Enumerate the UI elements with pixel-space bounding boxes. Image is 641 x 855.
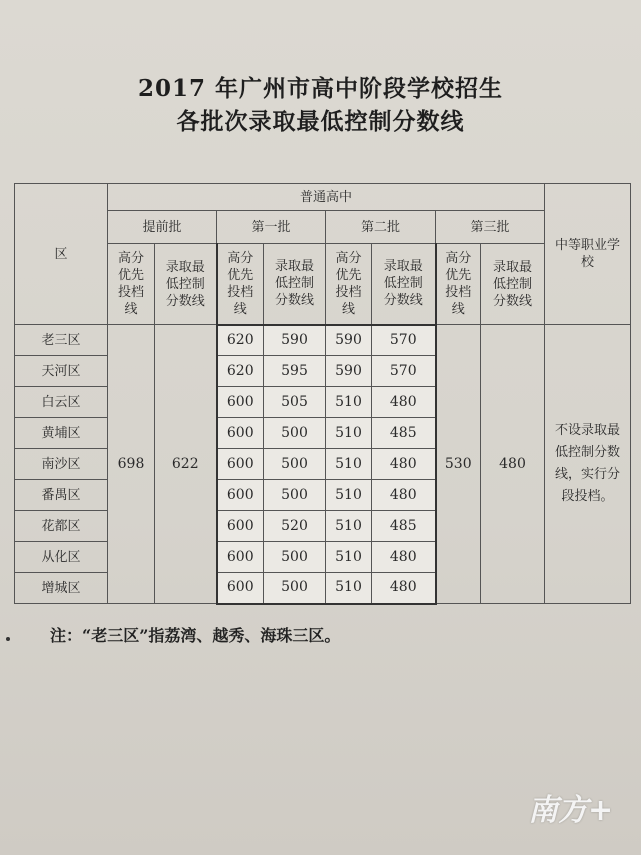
b2-priority-value: 510: [326, 542, 372, 573]
b2-priority-header: 高分优先投档线: [326, 244, 372, 325]
watermark-logo: 南方+: [528, 793, 614, 828]
b1-priority-value: 600: [217, 573, 264, 604]
b2-priority-value: 510: [326, 418, 372, 449]
general-high-header: 普通高中: [108, 184, 545, 211]
b1-priority-value: 600: [217, 480, 264, 511]
page-subtitle: 各批次录取最低控制分数线: [176, 108, 465, 135]
b2-min-value: 480: [372, 480, 436, 511]
early-priority-header: 高分优先投档线: [108, 244, 155, 325]
page-title: 2017 年广州市高中阶段学校招生: [137, 75, 504, 102]
footnote: 注：“老三区”指荔湾、越秀、海珠三区。: [50, 626, 341, 645]
table-row: [15, 325, 631, 356]
b2-priority-value: 510: [326, 573, 372, 604]
b2-priority-value: 510: [326, 480, 372, 511]
b2-priority-value: 590: [326, 325, 372, 356]
district-header: 区: [15, 184, 108, 325]
b2-min-value: 485: [372, 511, 436, 542]
b3-priority-header: 高分优先投档线: [436, 244, 481, 325]
district-cell: 花都区: [15, 511, 108, 542]
b2-min-value: 570: [372, 356, 436, 387]
b2-min-value: 480: [372, 387, 436, 418]
b1-min-value: 500: [264, 449, 326, 480]
district-cell: 老三区: [15, 325, 108, 356]
b1-priority-value: 600: [217, 387, 264, 418]
b1-min-value: 500: [264, 418, 326, 449]
b2-priority-value: 510: [326, 449, 372, 480]
b1-priority-value: 620: [217, 325, 264, 356]
batch1-header: 第一批: [217, 211, 326, 244]
district-cell: 番禺区: [15, 480, 108, 511]
b2-min-value: 570: [372, 325, 436, 356]
b2-min-header: 录取最低控制分数线: [372, 244, 436, 325]
b1-min-value: 500: [264, 480, 326, 511]
score-table: [14, 183, 631, 605]
b1-priority-header: 高分优先投档线: [217, 244, 264, 325]
b1-min-value: 505: [264, 387, 326, 418]
early-batch-header: 提前批: [108, 211, 217, 244]
b1-priority-value: 620: [217, 356, 264, 387]
district-cell: 黄埔区: [15, 418, 108, 449]
district-cell: 从化区: [15, 542, 108, 573]
batch3-header: 第三批: [436, 211, 545, 244]
b3-priority-value: 530: [436, 325, 481, 604]
b2-min-value: 480: [372, 542, 436, 573]
b3-min-header: 录取最低控制分数线: [481, 244, 545, 325]
batch2-header: 第二批: [326, 211, 436, 244]
early-priority-value: 698: [108, 325, 155, 604]
early-min-value: 622: [155, 325, 217, 604]
b1-min-value: 500: [264, 542, 326, 573]
b3-min-value: 480: [481, 325, 545, 604]
b2-min-value: 485: [372, 418, 436, 449]
b1-min-header: 录取最低控制分数线: [264, 244, 326, 325]
b2-priority-value: 590: [326, 356, 372, 387]
vocational-note: 不设录取最低控制分数线，实行分段投档。: [545, 325, 631, 604]
district-cell: 天河区: [15, 356, 108, 387]
district-cell: 白云区: [15, 387, 108, 418]
b2-min-value: 480: [372, 449, 436, 480]
b1-priority-value: 600: [217, 449, 264, 480]
b1-priority-value: 600: [217, 418, 264, 449]
b2-priority-value: 510: [326, 511, 372, 542]
b1-priority-value: 600: [217, 542, 264, 573]
district-cell: 增城区: [15, 573, 108, 604]
bullet-dot: [6, 637, 10, 641]
early-min-header: 录取最低控制分数线: [155, 244, 217, 325]
vocational-header: 中等职业学校: [545, 184, 631, 325]
b1-min-value: 500: [264, 573, 326, 604]
b1-min-value: 590: [264, 325, 326, 356]
b2-min-value: 480: [372, 573, 436, 604]
district-cell: 南沙区: [15, 449, 108, 480]
b1-min-value: 520: [264, 511, 326, 542]
b1-priority-value: 600: [217, 511, 264, 542]
b2-priority-value: 510: [326, 387, 372, 418]
b1-min-value: 595: [264, 356, 326, 387]
